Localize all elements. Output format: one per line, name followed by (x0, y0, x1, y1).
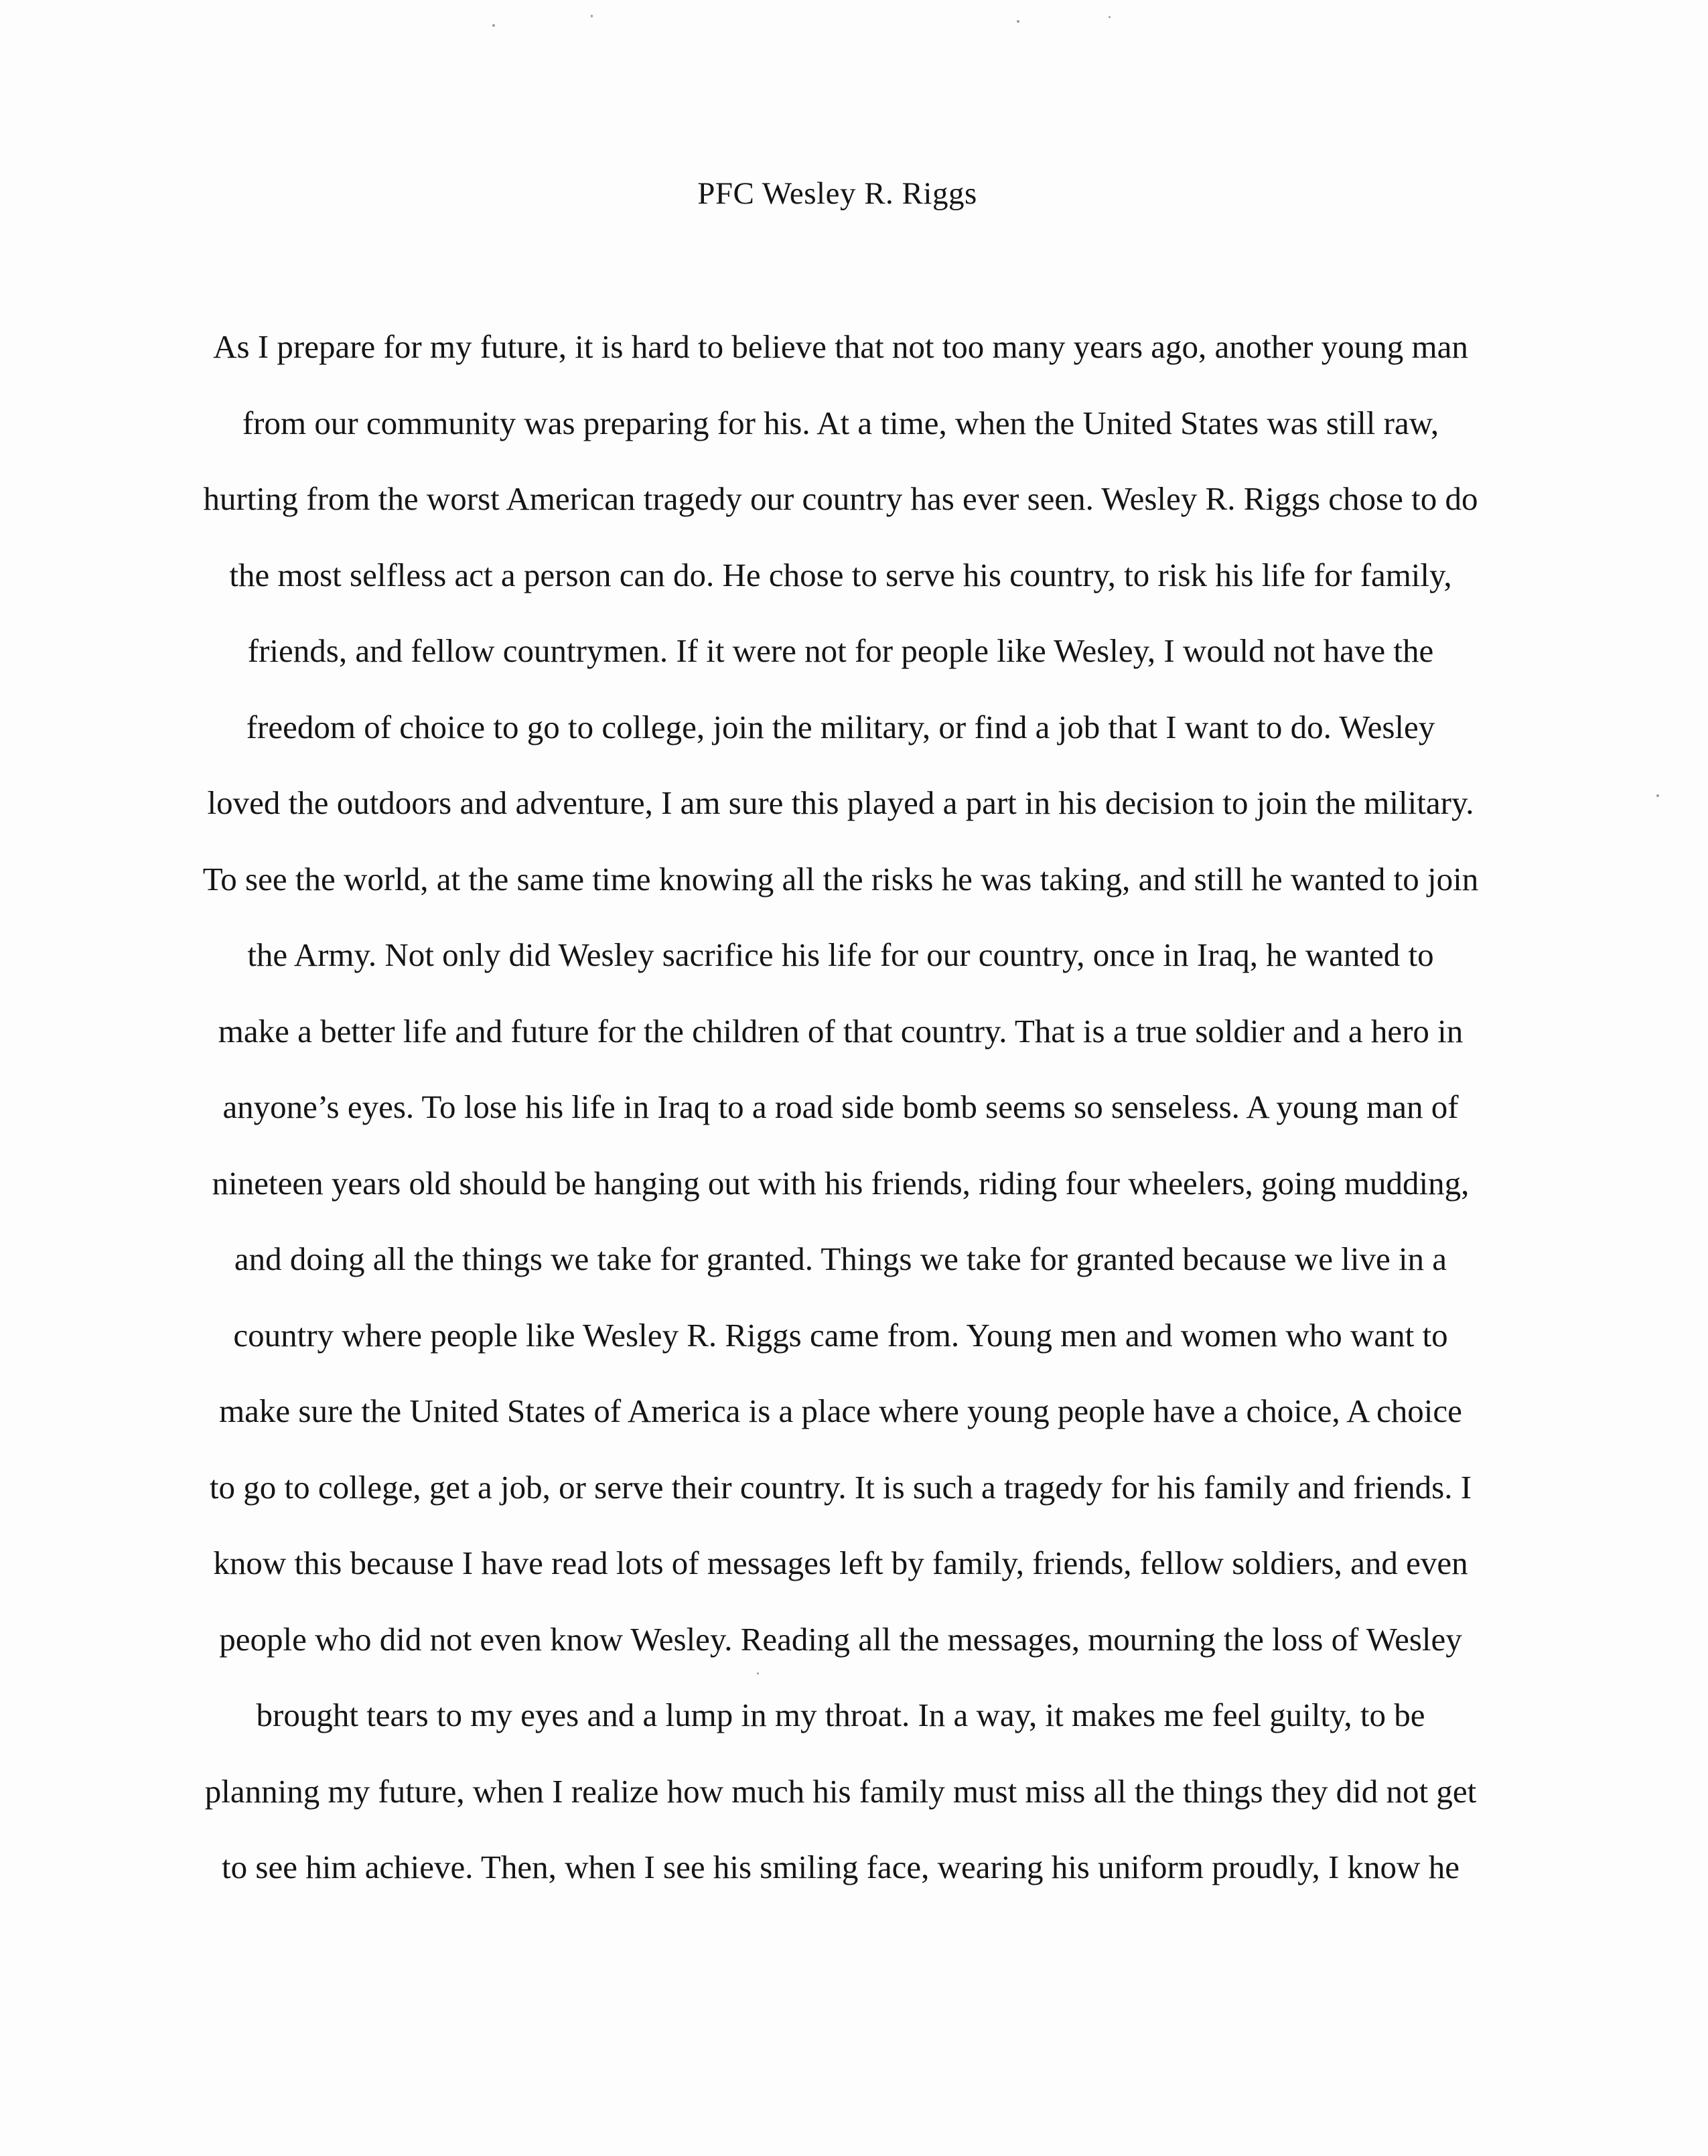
essay-line: know this because I have read lots of messages left by family, friends, fellow soldiers, and even (213, 1544, 1468, 1581)
essay-line: anyone’s eyes. To lose his life in Iraq to a road side bomb seems so senseless. A young man of (222, 1088, 1459, 1125)
scan-speck (1656, 794, 1659, 797)
essay-line: make a better life and future for the children of that country. That is a true soldier and a hero in (218, 1012, 1464, 1050)
scan-speck (492, 24, 495, 27)
essay-line: nineteen years old should be hanging out with his friends, riding four wheelers, going mudding, (212, 1164, 1470, 1202)
scan-speck (757, 1672, 759, 1674)
essay-line: the most selfless act a person can do. He chose to serve his country, to risk his life for family, (229, 556, 1452, 593)
essay-line: freedom of choice to go to college, join the military, or find a job that I want to do. Wesley (246, 708, 1435, 745)
scan-speck (591, 15, 593, 17)
essay-line: to go to college, get a job, or serve their country. It is such a tragedy for his family and friends. I (209, 1468, 1472, 1506)
essay-line: people who did not even know Wesley. Reading all the messages, mourning the loss of Wesley (219, 1620, 1462, 1658)
essay-line: To see the world, at the same time knowing all the risks he was taking, and still he wanted to join (202, 860, 1479, 897)
essay-line: hurting from the worst American tragedy our country has ever seen. Wesley R. Riggs chose to do (203, 480, 1478, 517)
essay-line: planning my future, when I realize how much his family must miss all the things they did not get (204, 1772, 1477, 1810)
essay-line: country where people like Wesley R. Riggs came from. Young men and women who want to (233, 1316, 1448, 1354)
essay-line: from our community was preparing for his. At a time, when the United States was still raw, (242, 404, 1439, 441)
essay-line: friends, and fellow countrymen. If it were not for people like Wesley, I would not have the (247, 632, 1434, 669)
scan-speck (1109, 16, 1111, 18)
essay-body (174, 327, 1507, 1924)
essay-line: to see him achieve. Then, when I see his smiling face, wearing his uniform proudly, I know he (222, 1849, 1460, 1885)
essay-line: the Army. Not only did Wesley sacrifice his life for our country, once in Iraq, he wanted to (247, 936, 1434, 973)
essay-line: brought tears to my eyes and a lump in my throat. In a way, it makes me feel guilty, to be (256, 1697, 1425, 1733)
essay-line: As I prepare for my future, it is hard to believe that not too many years ago, another young man (213, 328, 1468, 365)
essay-line: and doing all the things we take for granted. Things we take for granted because we live in a (234, 1240, 1447, 1277)
essay-line: loved the outdoors and adventure, I am sure this played a part in his decision to join the military. (207, 784, 1474, 821)
scan-speck (1017, 20, 1019, 23)
essay-line: make sure the United States of America is a place where young people have a choice, A choice (219, 1392, 1462, 1429)
document-title: PFC Wesley R. Riggs (697, 176, 977, 211)
